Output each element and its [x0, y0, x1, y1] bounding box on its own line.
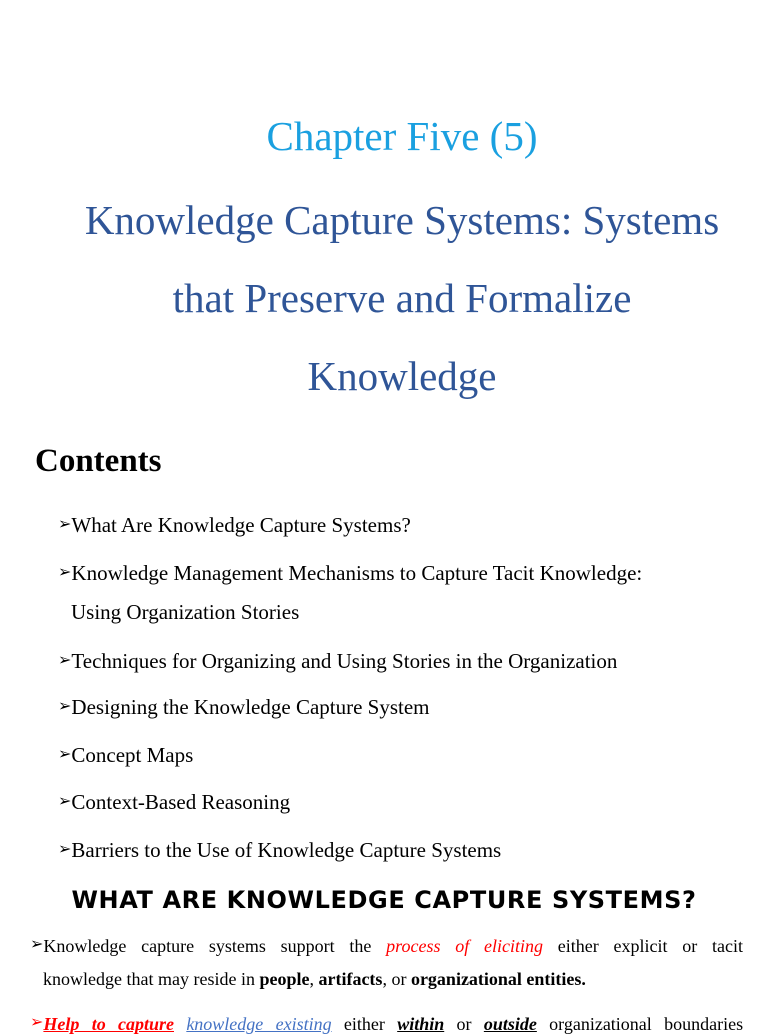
chapter-title-line-3: Knowledge	[307, 353, 497, 399]
toc-item-km-mechanisms	[58, 559, 642, 586]
toc-item-label: Knowledge Management Mechanisms to Capture Tacit Knowledge:	[71, 561, 643, 585]
bold-organizational-entities: organizational entities.	[410, 969, 586, 989]
toc-item-label: Designing the Knowledge Capture System	[71, 695, 430, 719]
emphasis-within: within	[397, 1014, 445, 1034]
text-run: either explicit or tacit	[557, 936, 744, 956]
chapter-title-line-2: that Preserve and Formalize	[172, 275, 632, 321]
toc-item-barriers	[58, 836, 501, 863]
arrow-bullet-icon: ➢	[58, 562, 72, 581]
text-run: organizational boundaries	[549, 1014, 744, 1034]
toc-item-label: Techniques for Organizing and Using Stories in the Organization	[71, 649, 618, 673]
paragraph-1-line-2	[43, 967, 743, 991]
toc-item-what-are-kcs	[58, 511, 411, 538]
text-run: knowledge that may reside in	[43, 969, 255, 989]
arrow-bullet-icon: ➢	[58, 514, 72, 533]
arrow-bullet-icon: ➢	[30, 934, 44, 953]
text-run: ,	[309, 969, 314, 989]
toc-item-label: Barriers to the Use of Knowledge Capture Systems	[71, 838, 502, 862]
text-run: , or	[382, 969, 407, 989]
toc-item-concept-maps	[58, 741, 193, 768]
text-run: or	[456, 1014, 472, 1034]
chapter-label: Chapter Five (5)	[266, 113, 538, 159]
text-run: Knowledge capture systems support the	[43, 936, 372, 956]
bold-artifacts: artifacts	[318, 969, 383, 989]
paragraph-2-line-1	[30, 1010, 743, 1036]
toc-item-context-based-reasoning	[58, 788, 290, 815]
bold-people: people	[259, 969, 310, 989]
toc-item-km-mechanisms-continued: Using Organization Stories	[71, 600, 300, 624]
section-heading: WHAT ARE KNOWLEDGE CAPTURE SYSTEMS?	[71, 886, 697, 914]
emphasis-outside: outside	[483, 1014, 537, 1034]
toc-item-techniques	[58, 647, 617, 674]
text-run: either	[343, 1014, 385, 1034]
toc-item-designing	[58, 693, 430, 720]
arrow-bullet-icon: ➢	[58, 696, 72, 715]
contents-heading: Contents	[35, 443, 162, 479]
highlight-help-to-capture: Help to capture	[43, 1014, 174, 1034]
chapter-title-line-1: Knowledge Capture Systems: Systems	[84, 197, 720, 243]
arrow-bullet-icon: ➢	[58, 650, 72, 669]
toc-item-label: Concept Maps	[71, 743, 194, 767]
paragraph-1-line-1	[30, 932, 743, 958]
highlight-process-of-eliciting: process of eliciting	[386, 936, 544, 956]
toc-item-label: Context-Based Reasoning	[71, 790, 291, 814]
arrow-bullet-icon: ➢	[30, 1012, 44, 1031]
highlight-knowledge-existing: knowledge existing	[186, 1014, 332, 1034]
arrow-bullet-icon: ➢	[58, 791, 72, 810]
toc-item-label: What Are Knowledge Capture Systems?	[71, 513, 411, 537]
arrow-bullet-icon: ➢	[58, 744, 72, 763]
arrow-bullet-icon: ➢	[58, 839, 72, 858]
